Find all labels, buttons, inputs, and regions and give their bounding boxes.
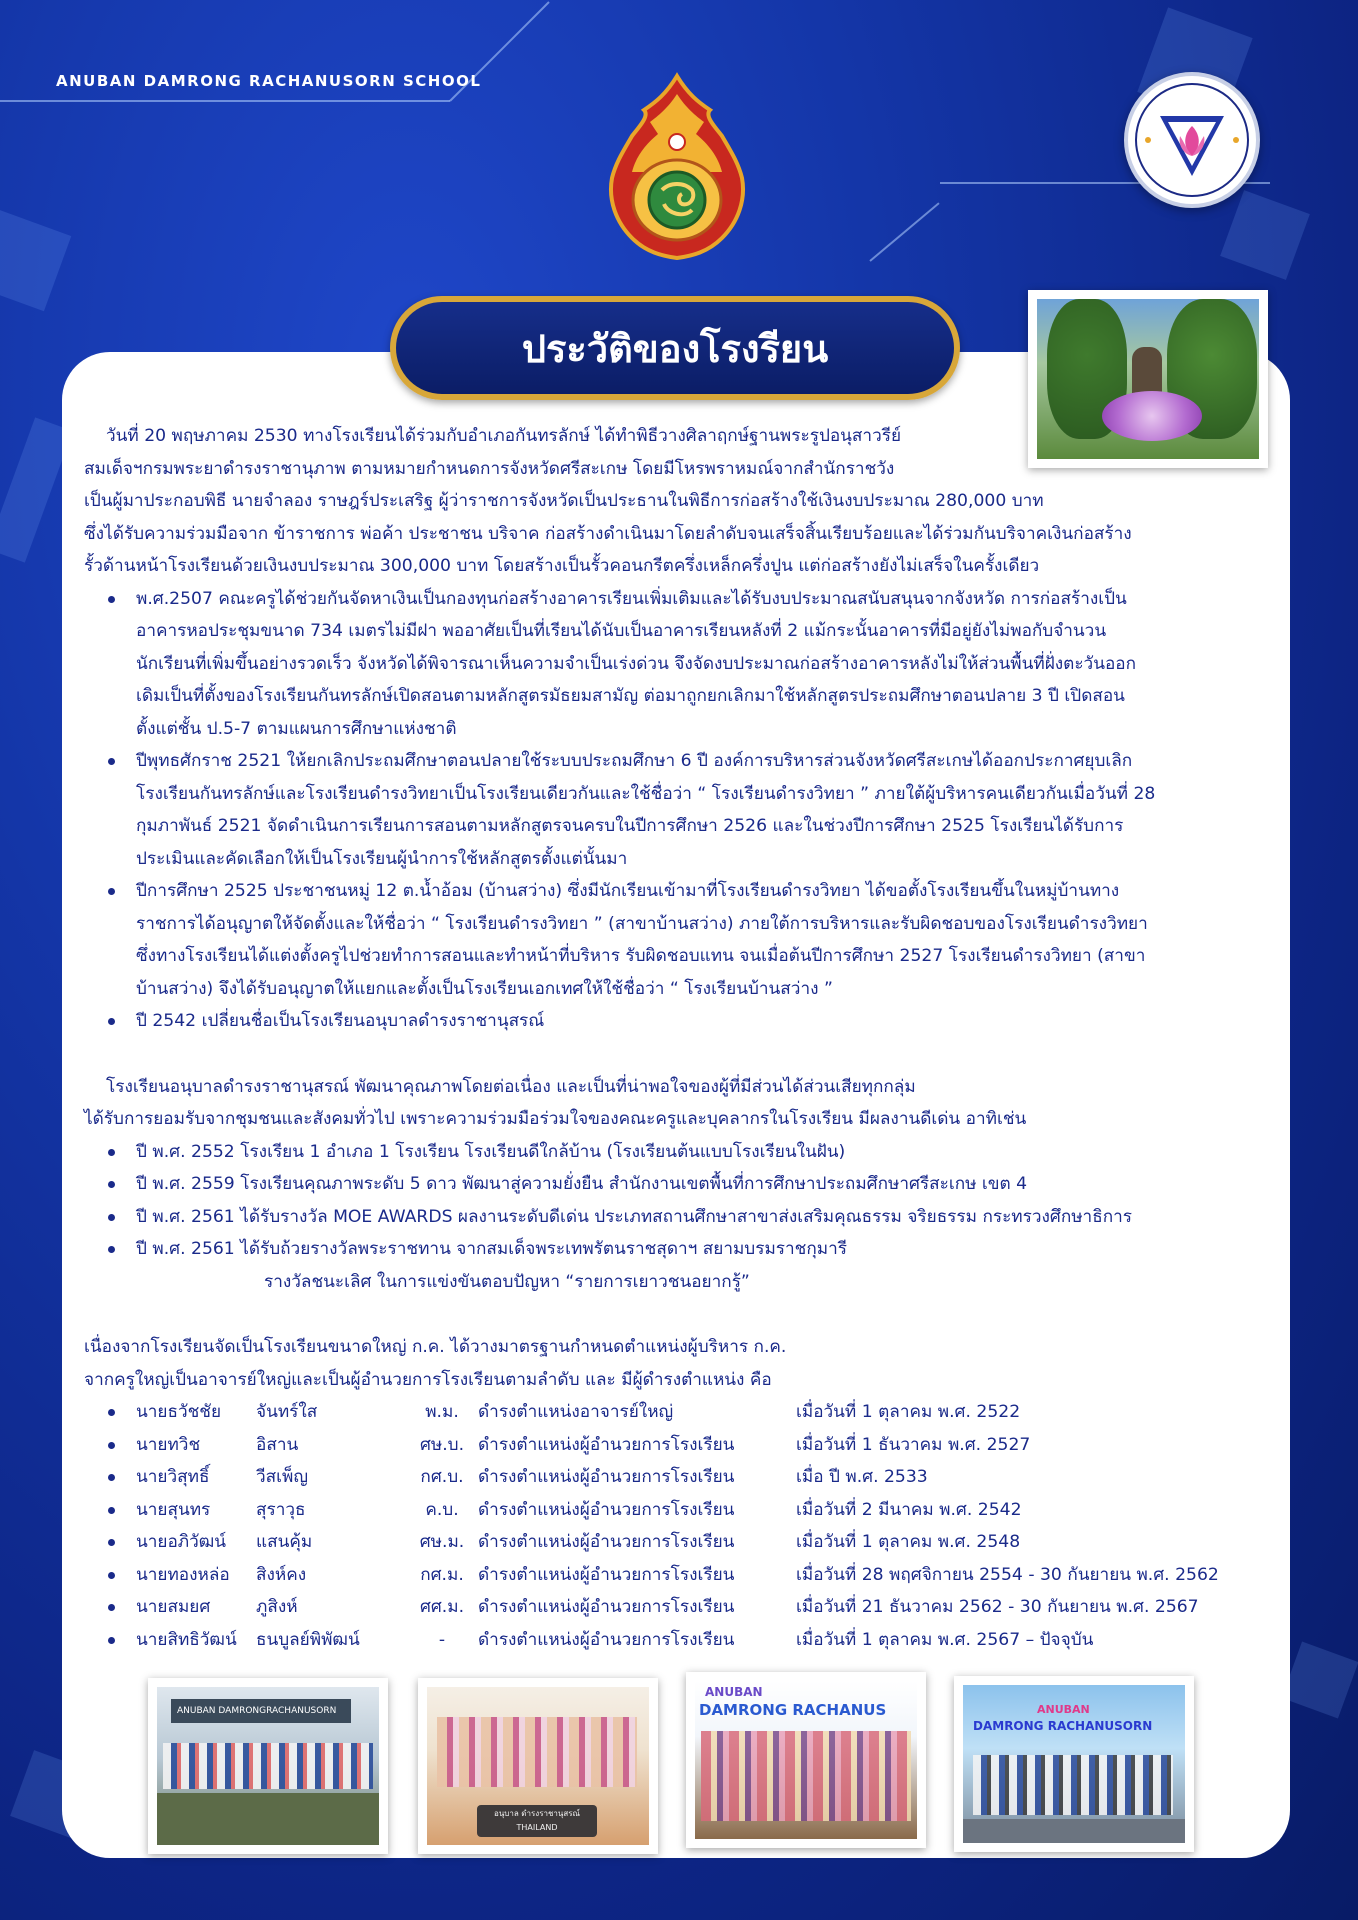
page-title-banner bbox=[390, 296, 960, 400]
admin-last-name: อิสาน bbox=[256, 1434, 299, 1455]
achievement-subline: รางวัลชนะเลิศ ในการแข่งขันตอบปัญหา “รายการเยาวชนอยากรู้” bbox=[264, 1271, 750, 1292]
school-logo bbox=[1124, 72, 1260, 208]
intro-line: เป็นผู้มาประกอบพิธี นายจำลอง ราษฎร์ประเสริฐ ผู้ว่าราชการจังหวัดเป็นประธานในพิธีการก่อสร้างใช้เงินงบประมาณ 280,000 บาท bbox=[84, 491, 1044, 511]
intro-line: สมเด็จฯกรมพระยาดำรงราชานุภาพ ตามหมายกำหนดการจังหวัดศรีสะเกษ โดยมีโหรพราหมณ์จากสำนักราชวัง bbox=[84, 458, 895, 479]
admin-position: ดำรงตำแหน่งผู้อำนวยการโรงเรียน bbox=[478, 1467, 735, 1487]
admin-first-name: นายธวัชชัย bbox=[136, 1402, 222, 1422]
admin-position: ดำรงตำแหน่งผู้อำนวยการโรงเรียน bbox=[478, 1434, 735, 1455]
admin-position: ดำรงตำแหน่งผู้อำนวยการโรงเรียน bbox=[478, 1564, 735, 1585]
administrator-row bbox=[84, 1429, 1284, 1462]
history-line: ปี 2542 เปลี่ยนชื่อเป็นโรงเรียนอนุบาลดำรงราชานุสรณ์ bbox=[136, 1011, 545, 1031]
admin-since: เมื่อวันที่ 1 ตุลาคม พ.ศ. 2522 bbox=[796, 1402, 1021, 1422]
gallery-sign-bottom: DAMRONG RACHANUS bbox=[699, 1701, 887, 1719]
admin-degree: ศษ.ม. bbox=[419, 1532, 465, 1552]
gallery-sign-top: ANUBAN bbox=[705, 1685, 763, 1699]
achievement-intro-line: โรงเรียนอนุบาลดำรงราชานุสรณ์ พัฒนาคุณภาพโดยต่อเนื่อง และเป็นที่น่าพอใจของผู้ที่มีส่วนได้ส่วนเสียทุกกลุ่ม bbox=[106, 1076, 916, 1097]
admin-paragraph bbox=[84, 1331, 1284, 1396]
gallery-photo-2 bbox=[418, 1678, 658, 1854]
administrator-row bbox=[84, 1591, 1284, 1624]
admin-position: ดำรงตำแหน่งผู้อำนวยการโรงเรียน bbox=[478, 1499, 735, 1520]
achievement-item: ปี พ.ศ. 2552 โรงเรียน 1 อำเภอ 1 โรงเรียน โรงเรียนดีใกล้บ้าน (โรงเรียนต้นแบบโรงเรียนในฝัน) bbox=[84, 1136, 1284, 1169]
admin-degree: - bbox=[438, 1629, 446, 1650]
admin-degree: ค.บ. bbox=[425, 1499, 459, 1520]
administrator-row bbox=[84, 1494, 1284, 1527]
bg-decoration bbox=[1282, 1642, 1358, 1719]
history-line: ซึ่งทางโรงเรียนได้แต่งตั้งครูไปช่วยทำการสอนและทำหน้าที่บริหาร รับผิดชอบแทน จนเมื่อต้นปีการศึกษา 2527 โรงเรียนดำรงวิทยา (สาขา bbox=[136, 946, 1146, 966]
admin-first-name: นายวิสุทธิ์ bbox=[136, 1467, 210, 1487]
administrator-row bbox=[84, 1624, 1284, 1657]
admin-position: ดำรงตำแหน่งผู้อำนวยการโรงเรียน bbox=[478, 1597, 735, 1617]
admin-first-name: นายทองหล่อ bbox=[136, 1564, 230, 1585]
gallery-sign-bottom: DAMRONG RACHANUSORN bbox=[973, 1719, 1153, 1733]
lotus-triangle-icon bbox=[1128, 76, 1256, 204]
gallery-photo-4 bbox=[954, 1676, 1194, 1852]
history-line: ตั้งแต่ชั้น ป.5-7 ตามแผนการศึกษาแห่งชาติ bbox=[136, 718, 457, 739]
admin-position: ดำรงตำแหน่งผู้อำนวยการโรงเรียน bbox=[478, 1629, 735, 1650]
admin-position: ดำรงตำแหน่งอาจารย์ใหญ่ bbox=[478, 1402, 674, 1422]
history-line: โรงเรียนกันทรลักษ์และโรงเรียนดำรงวิทยาเป็นโรงเรียนเดียวกันและใช้ชื่อว่า “ โรงเรียนดำรงวิทยา ” ภายใต้ผู้บริหารคนเดียวกันเมื่อวันที่ 28 bbox=[136, 783, 1156, 804]
gallery-sign-top: ANUBAN bbox=[1037, 1703, 1090, 1716]
administrator-row bbox=[84, 1526, 1284, 1559]
history-line: พ.ศ.2507 คณะครูได้ช่วยกันจัดหาเงินเป็นกองทุนก่อสร้างอาคารเรียนเพิ่มเติมและได้รับงบประมาณสนับสนุนจากจังหวัด การก่อสร้างเป็น bbox=[136, 588, 1127, 609]
admin-degree: ศษ.บ. bbox=[419, 1434, 465, 1455]
achievement-item: ปี พ.ศ. 2559 โรงเรียนคุณภาพระดับ 5 ดาว พัฒนาสู่ความยั่งยืน สำนักงานเขตพื้นที่การศึกษาประถมศึกษาศรีสะเกษ เขต 4 bbox=[84, 1168, 1284, 1201]
admin-since: เมื่อวันที่ 2 มีนาคม พ.ศ. 2542 bbox=[796, 1499, 1022, 1520]
admin-first-name: นายสมยศ bbox=[136, 1597, 211, 1617]
administrator-list bbox=[84, 1396, 1284, 1656]
admin-degree: กศ.บ. bbox=[420, 1467, 464, 1487]
gallery-photo-1 bbox=[148, 1678, 388, 1854]
history-line: ประเมินและคัดเลือกให้เป็นโรงเรียนผู้นำการใช้หลักสูตรตั้งแต่นั้นมา bbox=[136, 848, 628, 869]
achievement-intro-line: ได้รับการยอมรับจากชุมชนและสังคมทั่วไป เพราะความร่วมมือร่วมใจของคณะครูและบุคลากรในโรงเรียน มีผลงานดีเด่น อาทิเช่น bbox=[84, 1109, 1027, 1129]
gallery-sign-text: อนุบาล ดำรงราชานุสรณ์ bbox=[494, 1809, 580, 1818]
school-name: ANUBAN DAMRONG RACHANUSORN SCHOOL bbox=[56, 72, 482, 90]
achievement-item: ปี พ.ศ. 2561 ได้รับรางวัล MOE AWARDS ผลงานระดับดีเด่น ประเภทสถานศึกษาสาขาส่งเสริมคุณธรรม จริยธรรม กระทรวงศึกษาธิการ bbox=[84, 1201, 1284, 1234]
bg-decoration bbox=[0, 209, 71, 312]
history-line: เดิมเป็นที่ตั้งของโรงเรียนกันทรลักษ์เปิดสอนตามหลักสูตรมัธยมสามัญ ต่อมาถูกยกเลิกมาใช้หลักสูตรประถมศึกษาตอนปลาย 3 ปี เปิดสอน bbox=[136, 686, 1125, 706]
admin-since: เมื่อวันที่ 1 ตุลาคม พ.ศ. 2567 – ปัจจุบัน bbox=[796, 1629, 1094, 1650]
administrator-row bbox=[84, 1559, 1284, 1592]
history-line: บ้านสว่าง) จึงได้รับอนุญาตให้แยกและตั้งเป็นโรงเรียนเอกเทศให้ใช้ชื่อว่า “ โรงเรียนบ้านสว่าง ” bbox=[136, 978, 833, 999]
intro-paragraph bbox=[84, 420, 1284, 583]
bg-decoration bbox=[0, 100, 450, 102]
admin-degree: กศ.ม. bbox=[420, 1564, 464, 1585]
intro-line: วันที่ 20 พฤษภาคม 2530 ทางโรงเรียนได้ร่วมกับอำเภอกันทรลักษ์ ได้ทำพิธีวางศิลาฤกษ์ฐานพระรูปอนุสาวรีย์ bbox=[106, 426, 902, 446]
history-line: ปีการศึกษา 2525 ประชาชนหมู่ 12 ต.น้ำอ้อม (บ้านสว่าง) ซึ่งมีนักเรียนเข้ามาที่โรงเรียนดำรงวิทยา ได้ขอตั้งโรงเรียนขึ้นในหมู่บ้านทาง bbox=[136, 881, 1120, 901]
achievement-list bbox=[84, 1136, 1284, 1266]
admin-position: ดำรงตำแหน่งผู้อำนวยการโรงเรียน bbox=[478, 1532, 735, 1552]
admin-since: เมื่อ ปี พ.ศ. 2533 bbox=[796, 1467, 928, 1487]
admin-intro-line: เนื่องจากโรงเรียนจัดเป็นโรงเรียนขนาดใหญ่ ก.ค. ได้วางมาตรฐานกำหนดตำแหน่งผู้บริหาร ก.ค. bbox=[84, 1337, 787, 1357]
admin-since: เมื่อวันที่ 1 ตุลาคม พ.ศ. 2548 bbox=[796, 1532, 1021, 1552]
admin-since: เมื่อวันที่ 28 พฤศจิกายน 2554 - 30 กันยายน พ.ศ. 2562 bbox=[796, 1564, 1219, 1585]
achievement-item: ปี พ.ศ. 2561 ได้รับถ้วยรางวัลพระราชทาน จากสมเด็จพระเทพรัตนราชสุดาฯ สยามบรมราชกุมารี bbox=[84, 1233, 1284, 1266]
history-list bbox=[84, 583, 1284, 1038]
administrator-row bbox=[84, 1461, 1284, 1494]
admin-since: เมื่อวันที่ 21 ธันวาคม 2562 - 30 กันยายน พ.ศ. 2567 bbox=[796, 1597, 1199, 1617]
gallery-sign-sub: THAILAND bbox=[516, 1823, 558, 1832]
intro-line: ซึ่งได้รับความร่วมมือจาก ข้าราชการ พ่อค้า ประชาชน บริจาค ก่อสร้างดำเนินมาโดยลำดับจนเสร็จสิ้นเรียบร้อยและได้ร่วมกันบริจาคเงินก่อสร้าง bbox=[84, 523, 1132, 544]
achievement-paragraph bbox=[84, 1071, 1284, 1136]
history-item bbox=[84, 875, 1284, 1005]
gallery-photo-3 bbox=[686, 1672, 926, 1848]
admin-intro-line: จากครูใหญ่เป็นอาจารย์ใหญ่และเป็นผู้อำนวยการโรงเรียนตามลำดับ และ มีผู้ดำรงตำแหน่ง คือ bbox=[84, 1369, 772, 1390]
history-line: กุมภาพันธ์ 2521 จัดดำเนินการเรียนการสอนตามหลักสูตรจนครบในปีการศึกษา 2526 และในช่วงปีการศึกษา 2525 โรงเรียนได้รับการ bbox=[136, 816, 1124, 836]
admin-last-name: วีสเพ็ญ bbox=[256, 1467, 308, 1487]
gallery-sign: ANUBAN DAMRONGRACHANUSORN bbox=[171, 1699, 351, 1723]
history-item bbox=[84, 583, 1284, 746]
history-line: อาคารหอประชุมขนาด 734 เมตรไม่มีฝา พออาศัยเป็นที่เรียนได้นับเป็นอาคารเรียนหลังที่ 2 แม้กระนั้นอาคารที่มีอยู่ยังไม่พอกับจำนวน bbox=[136, 621, 1107, 641]
admin-last-name: สิงห์คง bbox=[256, 1564, 307, 1585]
bg-decoration bbox=[869, 202, 939, 261]
admin-first-name: นายสิทธิวัฒน์ bbox=[136, 1629, 237, 1650]
admin-last-name: แสนคุ้ม bbox=[256, 1532, 313, 1552]
history-line: ราชการได้อนุญาตให้จัดตั้งและให้ชื่อว่า “ โรงเรียนดำรงวิทยา ” (สาขาบ้านสว่าง) ภายใต้การบริหารและรับผิดชอบของโรงเรียนดำรงวิทยา bbox=[136, 913, 1148, 934]
admin-first-name: นายทวิช bbox=[136, 1434, 201, 1455]
admin-first-name: นายอภิวัฒน์ bbox=[136, 1532, 227, 1552]
gallery-sign bbox=[477, 1805, 597, 1837]
admin-last-name: ธนบูลย์พิพัฒน์ bbox=[256, 1629, 360, 1650]
main-content bbox=[84, 420, 1284, 1656]
page-title: ประวัติของโรงรียน bbox=[521, 326, 829, 371]
ministry-emblem-icon bbox=[604, 72, 750, 260]
admin-last-name: จันทร์ใส bbox=[256, 1402, 318, 1422]
admin-degree: ศศ.ม. bbox=[419, 1597, 465, 1617]
intro-line: รั้วด้านหน้าโรงเรียนด้วยเงินงบประมาณ 300,000 บาท โดยสร้างเป็นรั้วคอนกรีตครึ่งเหล็กครึ่งปูน แต่ก่อสร้างยังไม่เสร็จในครั้งเดียว bbox=[84, 556, 1040, 576]
administrator-row bbox=[84, 1396, 1284, 1429]
history-item bbox=[84, 745, 1284, 875]
admin-last-name: สุราวุธ bbox=[256, 1499, 306, 1520]
history-item bbox=[84, 1005, 1284, 1038]
history-line: นักเรียนที่เพิ่มขึ้นอย่างรวดเร็ว จังหวัดได้พิจารณาเห็นความจำเป็นเร่งด่วน จึงจัดงบประมาณก่อสร้างอาคารหลังไม่ให้ส่วนพื้นที่ฝั่งตะวันออก bbox=[136, 653, 1137, 674]
admin-since: เมื่อวันที่ 1 ธันวาคม พ.ศ. 2527 bbox=[796, 1434, 1031, 1455]
history-line: ปีพุทธศักราช 2521 ให้ยกเลิกประถมศึกษาตอนปลายใช้ระบบประถมศึกษา 6 ปี องค์การบริหารส่วนจังหวัดศรีสะเกษได้ออกประกาศยุบเลิก bbox=[136, 751, 1133, 771]
admin-degree: พ.ม. bbox=[425, 1402, 459, 1422]
admin-first-name: นายสุนทร bbox=[136, 1499, 211, 1520]
admin-last-name: ภูสิงห์ bbox=[256, 1597, 298, 1617]
